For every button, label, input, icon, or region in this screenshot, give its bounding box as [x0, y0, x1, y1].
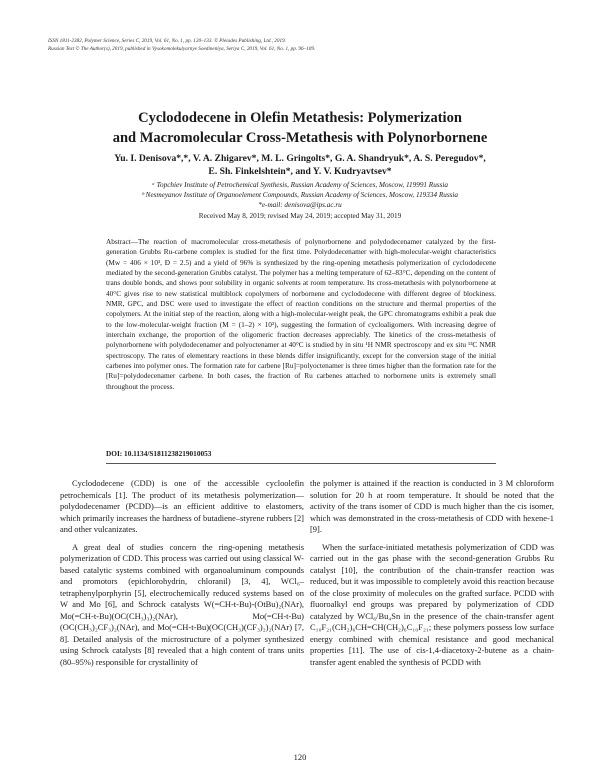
title-line: Cyclododecene in Olefin Metathesis: Polymerization — [138, 110, 462, 126]
body-paragraph: the polymer is attained if the reaction is conducted in 3 M chloroform solution for 20 h at room temperature. It should be noted that the activity of the trans isomer of CDD is much higher than the cis isomer, which was demonstrated in the cross-metathesis of CDD with hexene-1 [9]. — [310, 478, 554, 534]
received-dates: Received May 8, 2019; revised May 24, 2019; accepted May 31, 2019 — [198, 212, 402, 220]
body-paragraph: When the surface-initiated metathesis polymerization of CDD was carried out in the gas phase with the second-generation Grubbs Ru catalyst [10], the contribution of the chain-transfer reaction was reduced, but it was impossible to completely avoid this reaction because of the close proximity of molecules on the grafted surface. PCDD with fluoroalkyl end groups was prepared by polymerization of CDD catalyzed by WCl₆/Bu₄Sn in the presence of the chain-transfer agent C₁₀F₂₁(CH₂)₆CH=CH(CH₂)₆C₁₀F₂₁; these polymers possess low surface energy combined with chemical resistance and good mechanical properties [11]. The use of cis-1,4-diacetoxy-2-butene as a chain-transfer agent enabled the synthesis of PCDD with — [310, 541, 554, 667]
translation-header-line: Russian Text © The Author(s), 2019, published in Vysokomolekulyarnye Soedineniya, Seriya C, 2019, Vol. 61, No. 1, pp. 96–109. — [48, 46, 316, 52]
authors-line: E. Sh. Finkelshtein*, and Y. V. Kudryavtsev* — [208, 166, 392, 177]
author-list — [60, 152, 540, 178]
corresponding-email: *e-mail: denisova@ips.ac.ru — [258, 201, 342, 209]
affiliation-b: ᵇ Nesmeyanov Institute of Organoelement Compounds, Russian Academy of Sciences, Moscow, 119334 Russia — [141, 191, 459, 199]
abstract — [106, 237, 496, 392]
authors-line: Yu. I. Denisova*,*, V. A. Zhigarev*, M. L. Gringolts*, G. A. Shandryuk*, A. S. Peregudov*, — [114, 153, 486, 164]
abstract-text: —The reaction of macromolecular cross-metathesis of polynorbornene and polydodecenamer catalyzed by the first-generation Grubbs Ru-carbene complex is studied for the first time. Polydodecenamer with high-molecular-weight characteristics (Mw = 406 × 10³, Đ = 2.5) and a yield of 96% is synthesized by the ring-opening metathesis polymerization of cyclododecene mediated by the second-generation Grubbs catalyst. The polymer has a melting temperature of 62–83°C, depending on the content of trans double bonds, and shows poor solubility in organic solvents at room temperature. Its cross-metathesis with polynorbornene at 40°C gives rise to new statistical multiblock copolymers of norbornene and cyclododecene with different degree of blockiness. NMR, GPC, and DSC were used to investigate the effect of reaction conditions on the structure and thermal properties of the copolymers. At the initial step of the reaction, along with a high-molecular-weight peak, the GPC chromatograms exhibit a peak due to the low-molecular-weight fraction (M = (1–2) × 10³), suggesting the formation of cycloaligomers. With increasing degree of interchain exchange, the proportion of the oligomeric fraction decreases appreciably. The kinetics of the cross-metathesis of polynorbornene with polydodecenamer and polyoctenamer at 40°C is studied by in situ ¹H NMR spectroscopy and ex situ ¹³C NMR spectroscopy. The rates of elementary reactions in these blends differ insignificantly, except for the conversion stage of the initial carbenes into polymer ones. The formation rate for carbene [Ru]=polyoctenamer is three times higher than the formation rate for the [Ru]=polydodecenamer carbene. In both cases, the fraction of Ru carbenes attached to norbornene units is extremely small throughout the process. — [106, 237, 496, 391]
body-column-left — [60, 478, 304, 668]
affiliation-a: ᵃ Topchiev Institute of Petrochemical Synthesis, Russian Academy of Sciences, Moscow, 119991 Russia — [152, 181, 448, 189]
title-line: and Macromolecular Cross-Metathesis with Polynorbornene — [112, 130, 488, 146]
doi[interactable]: DOI: 10.1134/S1811238219010053 — [106, 449, 212, 458]
journal-header-line: ISSN 1811-2382, Polymer Science, Series C, 2019, Vol. 61, No. 1, pp. 120–133. © Pleiades Publishing, Ltd., 2019. — [48, 38, 286, 44]
abstract-label: Abstract — [106, 237, 131, 246]
divider — [106, 463, 496, 464]
body-paragraph: A great deal of studies concern the ring-opening metathesis polymerization of CDD. This process was carried out using classical W-based catalytic systems combined with organoaluminum compounds and promotors (epichlorohydrin, chloranil) [3, 4], WCl₆–tetraphenylporphyrin [5], electrochemically reduced systems based on W and Mo [6], and Schrock catalysts W(=CH-t-Bu)-(OtBu)₂(NAr), Mo(=CH-t-Bu)(OC(CH₃)₃)₂(NAr), Mo(=CH-t-Bu) (OC(CH₃)₂CF₃)₂(NAr), and Mo(=CH-t-Bu)(OC(CH₃)(CF₃)₂)₂(NAr) [7, 8]. Detailed analysis of the microstructure of a polymer synthesized using Schrock catalysts [8] revealed that a high content of trans units (80–95%) responsible for crystallinity of — [60, 541, 304, 667]
page-number: 120 — [293, 752, 307, 762]
body-column-right — [310, 478, 554, 668]
body-paragraph: Cyclododecene (CDD) is one of the accessible cycloolefin petrochemicals [1]. The product of its metathesis polymerization—polydodecenamer (PCDD)—is an efficient additive to elastomers, which primarily increases the hardness of butadiene–styrene rubbers [2] and other vulcanizates. — [60, 478, 304, 534]
article-title — [60, 108, 540, 148]
